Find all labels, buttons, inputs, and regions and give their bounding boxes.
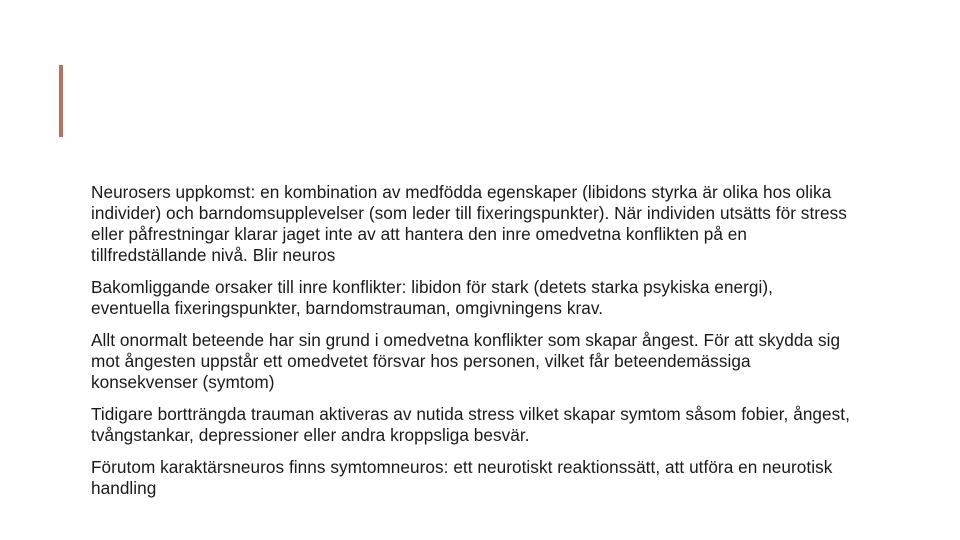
paragraph-repressed-trauma: Tidigare bortträngda trauman aktiveras av nutida stress vilket skapar symtom såsom fobier, ångest, tvångstankar, depressioner eller andra kroppsliga besvär. <box>91 404 850 445</box>
paragraph-underlying-causes: Bakomliggande orsaker till inre konflikter: libidon för stark (detets starka psykiska energi), eventuella fixeringspunkter, barndomstrauman, omgivningens krav. <box>91 277 773 318</box>
paragraph-abnormal-behavior: Allt onormalt beteende har sin grund i omedvetna konflikter som skapar ångest. För att skydda sig mot ångesten uppstår ett omedvetet försvar hos personen, vilket får beteendemässiga konsekvenser (symtom) <box>91 330 841 392</box>
paragraph-symptom-neurosis: Förutom karaktärsneuros finns symtomneuros: ett neurotiskt reaktionssätt, att utföra en neurotisk handling <box>91 457 833 498</box>
slide-body <box>91 182 851 510</box>
paragraph-neurosis-origin: Neurosers uppkomst: en kombination av medfödda egenskaper (libidons styrka är olika hos olika individer) och barndomsupplevelser (som leder till fixeringspunkter). När individen utsätts för stress eller påfrestningar klarar jaget inte av att hantera den inre omedvetna konflikten på en tillfredställande nivå. Blir neuros <box>91 182 847 265</box>
accent-bar <box>59 65 63 137</box>
